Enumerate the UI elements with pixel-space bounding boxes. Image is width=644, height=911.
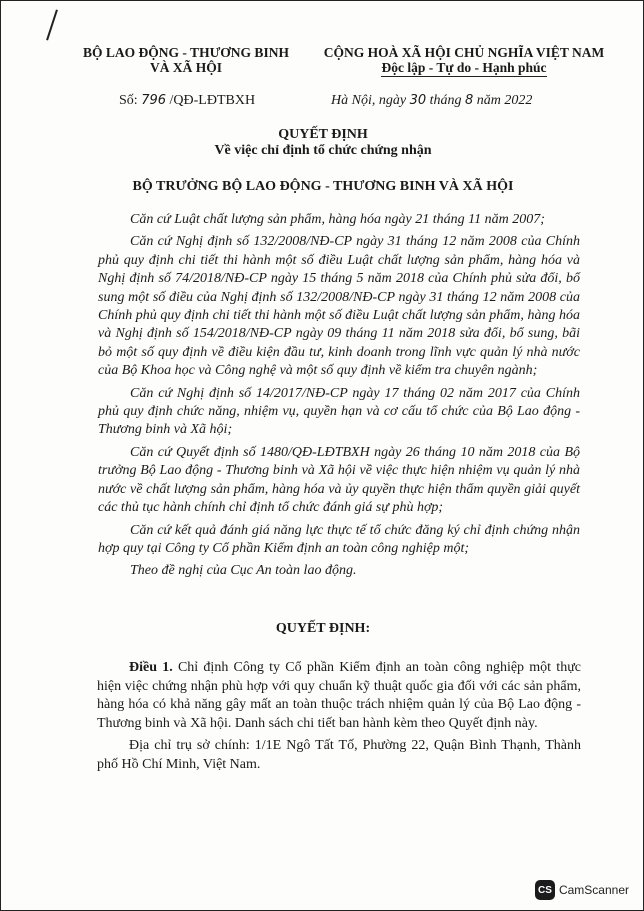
document-title — [1, 127, 644, 159]
country-name: CỘNG HOÀ XÃ HỘI CHỦ NGHĨA VIỆT NAM — [323, 45, 605, 60]
basis-paragraph: Căn cứ Nghị định số 132/2008/NĐ-CP ngày 31 tháng 12 năm 2008 của Chính phủ quy định chi tiết thi hành một số điều Luật chất lượng sản phẩm, hàng hóa và Nghị định số 74/2018/NĐ-CP ngày 15 tháng 5 năm 2018 của Chính phủ sửa đổi, bổ sung một số điều của Nghị định số 132/2008/NĐ-CP ngày 31 tháng 12 năm 2008 của Chính phủ quy định chi tiết thi hành một số điều Luật chất lượng sản phẩm, hàng hóa và Nghị định số 154/2018/NĐ-CP ngày 09 tháng 11 năm 2018 sửa đổi, bổ sung, bãi bỏ một số quy định về điều kiện đầu tư, kinh doanh trong lĩnh vực quản lý nhà nước của Bộ Khoa học và Công nghệ và một số quy định về kiểm tra chuyên ngành; — [98, 234, 580, 379]
decision-heading: QUYẾT ĐỊNH: — [275, 621, 371, 636]
basis-paragraph: Căn cứ kết quả đánh giá năng lực thực tế tổ chức đăng ký chỉ định chứng nhận hợp quy tại Công ty Cổ phần Kiểm định an toàn công nghiệp một; — [98, 522, 580, 556]
number-prefix: Số: — [119, 93, 142, 108]
issuing-authority: BỘ TRƯỞNG BỘ LAO ĐỘNG - THƯƠNG BINH VÀ XÃ HỘI — [132, 179, 514, 194]
agency-line-1: BỘ LAO ĐỘNG - THƯƠNG BINH — [83, 45, 289, 60]
number-handwritten: 796 — [141, 93, 167, 108]
article-1 — [97, 659, 581, 779]
national-header — [301, 45, 627, 77]
agency-line-2: VÀ XÃ HỘI — [149, 60, 222, 75]
article-1-address: Địa chỉ trụ sở chính: 1/1E Ngô Tất Tố, Phường 22, Quận Bình Thạnh, Thành phố Hồ Chí Minh, Việt Nam. — [97, 738, 581, 772]
document-date — [331, 93, 532, 109]
basis-paragraph: Căn cứ Quyết định số 1480/QĐ-LĐTBXH ngày 26 tháng 10 năm 2018 của Bộ trưởng Bộ Lao động - Thương binh và Xã hội về việc thực hiện nhiệm vụ quản lý nhà nước về chất lượng sản phẩm, hàng hóa và ủy quyền thực hiện thẩm quyền giải quyết các thủ tục hành chính chỉ định tổ chức đánh giá sự phù hợp; — [98, 444, 580, 516]
basis-paragraph: Theo đề nghị của Cục An toàn lao động. — [130, 563, 357, 579]
date-day: 30 — [409, 93, 427, 108]
article-1-label: Điều 1. — [129, 660, 173, 675]
camscanner-watermark — [535, 880, 629, 900]
title-main: QUYẾT ĐỊNH — [278, 127, 368, 142]
camscanner-label: CamScanner — [558, 883, 629, 897]
number-suffix: /QĐ-LĐTBXH — [166, 93, 256, 108]
legal-basis — [98, 211, 580, 585]
issuing-agency — [81, 45, 291, 75]
date-month-label: tháng — [426, 93, 465, 108]
article-1-text: Chỉ định Công ty Cổ phần Kiểm định an toàn công nghiệp một thực hiện việc chứng nhận phù hợp với quy chuẩn kỹ thuật quốc gia đối với các sản phẩm, hàng hóa có khả năng gây mất an toàn thuộc trách nhiệm quản lý của Bộ Lao động - Thương binh và Xã hội. Danh sách chi tiết ban hành kèm theo Quyết định này. — [97, 660, 581, 731]
document-number — [119, 93, 255, 109]
date-prefix: Hà Nội, ngày — [331, 93, 410, 108]
national-motto: Độc lập - Tự do - Hạnh phúc — [381, 60, 547, 75]
camscanner-logo-icon: CS — [535, 880, 555, 900]
basis-paragraph: Căn cứ Luật chất lượng sản phẩm, hàng hóa ngày 21 tháng 11 năm 2007; — [130, 212, 545, 227]
pen-mark — [46, 9, 58, 40]
date-year: năm 2022 — [473, 93, 533, 108]
date-month: 8 — [465, 93, 474, 108]
basis-paragraph: Căn cứ Nghị định số 14/2017/NĐ-CP ngày 17 tháng 02 năm 2017 của Chính phủ quy định chức năng, nhiệm vụ, quyền hạn và cơ cấu tổ chức của Bộ Lao động - Thương binh và Xã hội; — [98, 385, 580, 438]
article-1-body — [97, 659, 581, 733]
title-subtitle: Về việc chỉ định tổ chức chứng nhận — [214, 143, 432, 158]
